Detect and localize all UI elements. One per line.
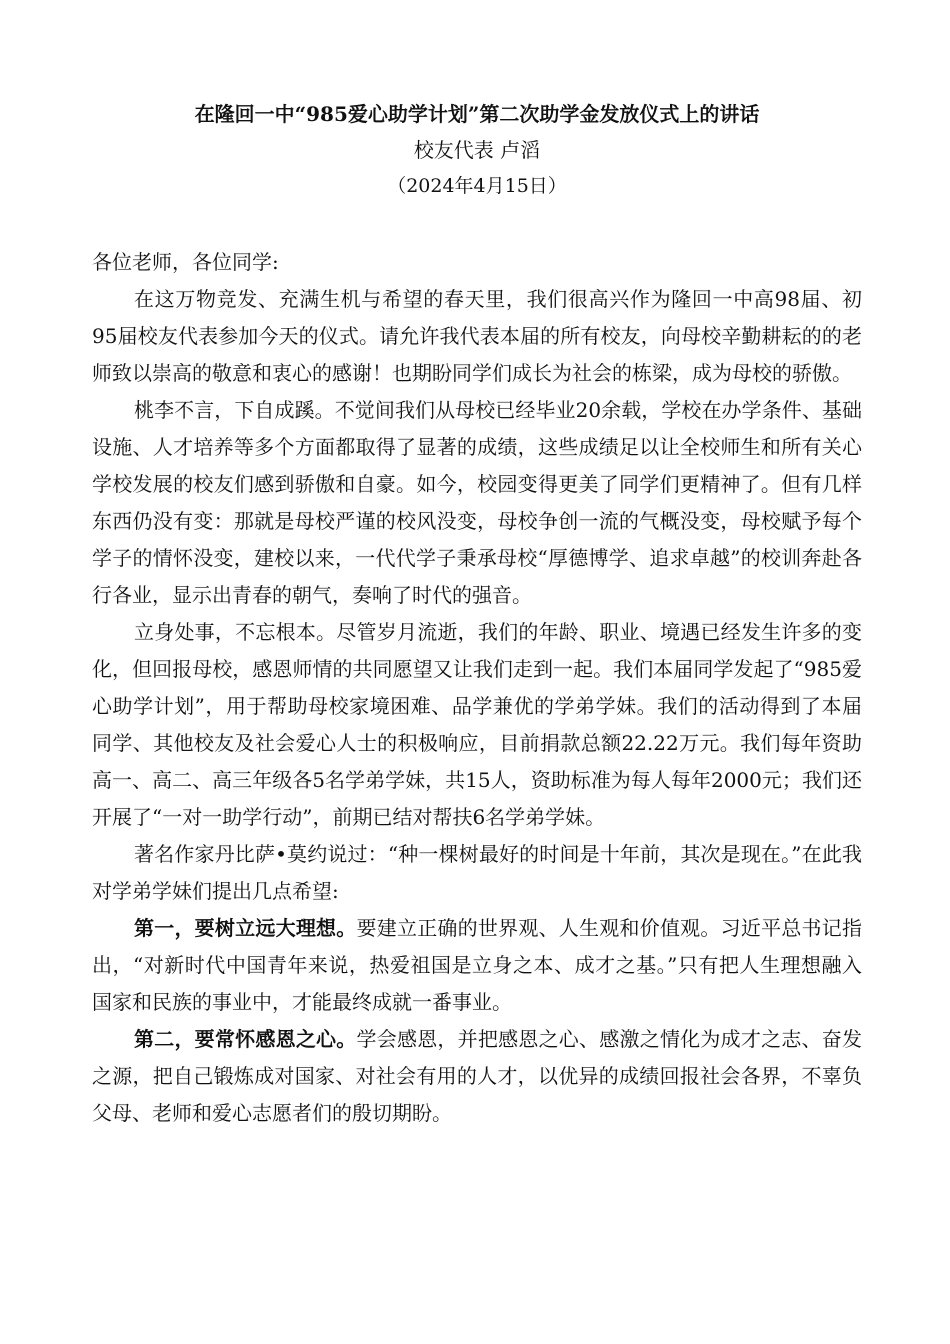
speech-date: （2024年4月15日） [387,175,567,197]
paragraph-text: 学会感恩，并把感恩之心、感激之情化为成才之志、奋发之源，把自己锻炼成对国家、对社会有用的人才，以优异的成绩回报社会各界，不辜负父母、老师和爱心志愿者们的殷切期盼。 [92,1027,863,1125]
salutation: 各位老师，各位同学: [92,250,279,274]
paragraph-hope-one [92,910,862,1021]
speaker-line: 校友代表 卢滔 [413,138,541,162]
paragraph-text: 著名作家丹比萨•莫约说过：“种一棵树最好的时间是十年前，其次是现在。”在此我对学弟学妹们提出几点希望: [92,842,862,903]
document-page [92,96,862,1132]
paragraph-hope-two [92,1021,862,1132]
paragraph-opening [92,281,862,392]
paragraph-lead: 第二，要常怀感恩之心。 [134,1027,357,1051]
paragraph-quote [92,836,862,910]
speech-title: 在隆回一中“985爱心助学计划”第二次助学金发放仪式上的讲话 [194,102,760,126]
paragraph-achievements [92,392,862,614]
paragraph-lead: 第一，要树立远大理想。 [134,916,357,940]
paragraph-text: 立身处事，不忘根本。尽管岁月流逝，我们的年龄、职业、境遇已经发生许多的变化，但回报母校，感恩师情的共同愿望又让我们走到一起。我们本届同学发起了“985爱心助学计划”，用于帮助母校家境困难、品学兼优的学弟学妹。我们的活动得到了本届同学、其他校友及社会爱心人士的积极响应，目前捐款总额22.22万元。我们每年资助高一、高二、高三年级各5名学弟学妹，共15人，资助标准为每人每年2000元；我们还开展了“一对一助学行动”，前期已结对帮扶6名学弟学妹。 [92,620,862,829]
paragraph-text: 要建立正确的世界观、人生观和价值观。习近平总书记指出，“对新时代中国青年来说，热爱祖国是立身之本、成才之基。”只有把人生理想融入国家和民族的事业中，才能最终成就一番事业。 [92,916,863,1014]
paragraph-text: 在这万物竞发、充满生机与希望的春天里，我们很高兴作为隆回一中高98届、初95届校友代表参加今天的仪式。请允许我代表本届的所有校友，向母校辛勤耕耘的的老师致以崇高的敬意和衷心的感谢！也期盼同学们成长为社会的栋梁，成为母校的骄傲。 [92,287,862,385]
speech-body [92,244,862,1132]
paragraph-text: 桃李不言，下自成蹊。不觉间我们从母校已经毕业20余载，学校在办学条件、基础设施、人才培养等多个方面都取得了显著的成绩，这些成绩足以让全校师生和所有关心学校发展的校友们感到骄傲和自豪。如今，校园变得更美了同学们更精神了。但有几样东西仍没有变：那就是母校严谨的校风没变，母校争创一流的气概没变，母校赋予每个学子的情怀没变，建校以来，一代代学子秉承母校“厚德博学、追求卓越”的校训奔赴各行各业，显示出青春的朝气，奏响了时代的强音。 [92,398,862,607]
paragraph-program [92,614,862,836]
